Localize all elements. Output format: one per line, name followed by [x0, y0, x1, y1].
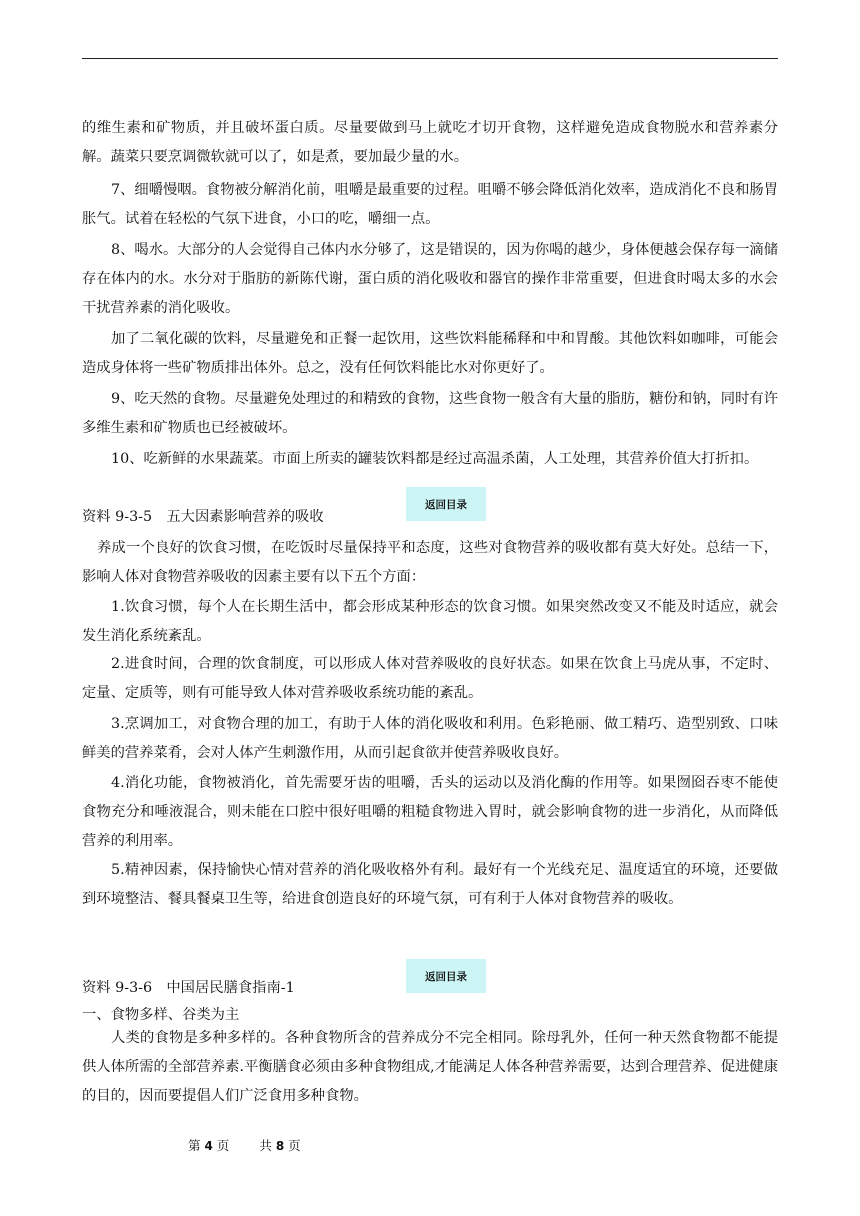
paragraph-natural-food: 9、吃天然的食物。尽量避免处理过的和精致的食物，这些食物一般含有大量的脂肪，糖份和钠，同时有许多维生素和矿物质也已经被破坏。	[82, 391, 778, 436]
paragraph-drink-water: 8、喝水。大部分的人会觉得自己体内水分够了，这是错误的，因为你喝的越少，身体便越会保存每一滴储存在体内的水。水分对于脂肪的新陈代谢，蛋白质的消化吸收和器官的操作非常重要，但进食时喝太多的水会干扰营养素的消化吸收。	[82, 242, 778, 316]
back-to-toc-button[interactable]: 返回目录	[406, 487, 486, 521]
footer-page-number: 4	[204, 1139, 213, 1153]
section-title-9-3-5: 资料 9-3-5 五大因素影响营养的吸收	[82, 509, 324, 525]
footer-prefix: 第	[188, 1138, 201, 1153]
list-item-cooking: 3.烹调加工，对食物合理的加工，有助于人体的消化吸收和利用。色彩艳丽、做工精巧、造型别致、口味鲜美的营养菜肴，会对人体产生刺激作用，从而引起食欲并使营养吸收良好。	[82, 716, 778, 761]
paragraph-chew-slowly: 7、细嚼慢咽。食物被分解消化前，咀嚼是最重要的过程。咀嚼不够会降低消化效率，造成消化不良和肠胃胀气。试着在轻松的气氛下进食，小口的吃，嚼细一点。	[82, 182, 778, 227]
list-item-meal-time: 2.进食时间，合理的饮食制度，可以形成人体对营养吸收的良好状态。如果在饮食上马虎从事，不定时、定量、定质等，则有可能导致人体对营养吸收系统功能的紊乱。	[82, 656, 778, 701]
footer-total-prefix: 共	[259, 1138, 272, 1153]
paragraph-diverse-foods: 人类的食物是多种多样的。各种食物所含的营养成分不完全相同。除母乳外，任何一种天然食物都不能提供人体所需的全部营养素.平衡膳食必须由多种食物组成,才能满足人体各种营养需要，达到合理营养、促进健康的目的，因而要提倡人们广泛食用多种食物。	[82, 1030, 778, 1104]
page-footer	[188, 1138, 301, 1154]
back-to-toc-button-2[interactable]: 返回目录	[406, 959, 486, 993]
paragraph-intro-absorption: 养成一个良好的饮食习惯，在吃饭时尽量保持平和态度，这些对食物营养的吸收都有莫大好处。总结一下，影响人体对食物营养吸收的因素主要有以下五个方面：	[82, 540, 778, 585]
footer-page-word: 页	[216, 1138, 230, 1153]
list-item-diet-habit: 1.饮食习惯，每个人在长期生活中，都会形成某种形态的饮食习惯。如果突然改变又不能及时适应，就会发生消化系统紊乱。	[82, 599, 778, 644]
paragraph-fresh-produce: 10、吃新鲜的水果蔬菜。市面上所卖的罐装饮料都是经过高温杀菌，人工处理，其营养价值大打折扣。	[111, 451, 759, 467]
list-item-digestion: 4.消化功能，食物被消化，首先需要牙齿的咀嚼，舌头的运动以及消化酶的作用等。如果囫囵吞枣不能使食物充分和唾液混合，则未能在口腔中很好咀嚼的粗糙食物进入胃时，就会影响食物的进一步消化，从而降低营养的利用率。	[82, 775, 778, 849]
paragraph-vitamins: 的维生素和矿物质，并且破坏蛋白质。尽量要做到马上就吃才切开食物，这样避免造成食物脱水和营养素分解。蔬菜只要烹调微软就可以了，如是煮，要加最少量的水。	[82, 120, 778, 165]
subsection-title: 一、食物多样、谷类为主	[82, 1007, 240, 1023]
section-title-9-3-6: 资料 9-3-6 中国居民膳食指南-1	[82, 980, 295, 996]
header-rule	[82, 58, 778, 59]
paragraph-carbonated-drinks: 加了二氧化碳的饮料，尽量避免和正餐一起饮用，这些饮料能稀释和中和胃酸。其他饮料如咖啡，可能会造成身体将一些矿物质排出体外。总之，没有任何饮料能比水对你更好了。	[82, 331, 778, 376]
footer-total-pages: 8	[275, 1139, 285, 1153]
list-item-mental-factor: 5.精神因素，保持愉快心情对营养的消化吸收格外有利。最好有一个光线充足、温度适宜的环境，还要做到环境整洁、餐具餐桌卫生等，给进食创造良好的环境气氛，可有利于人体对食物营养的吸收。	[82, 862, 778, 907]
footer-total-word: 页	[288, 1138, 301, 1153]
